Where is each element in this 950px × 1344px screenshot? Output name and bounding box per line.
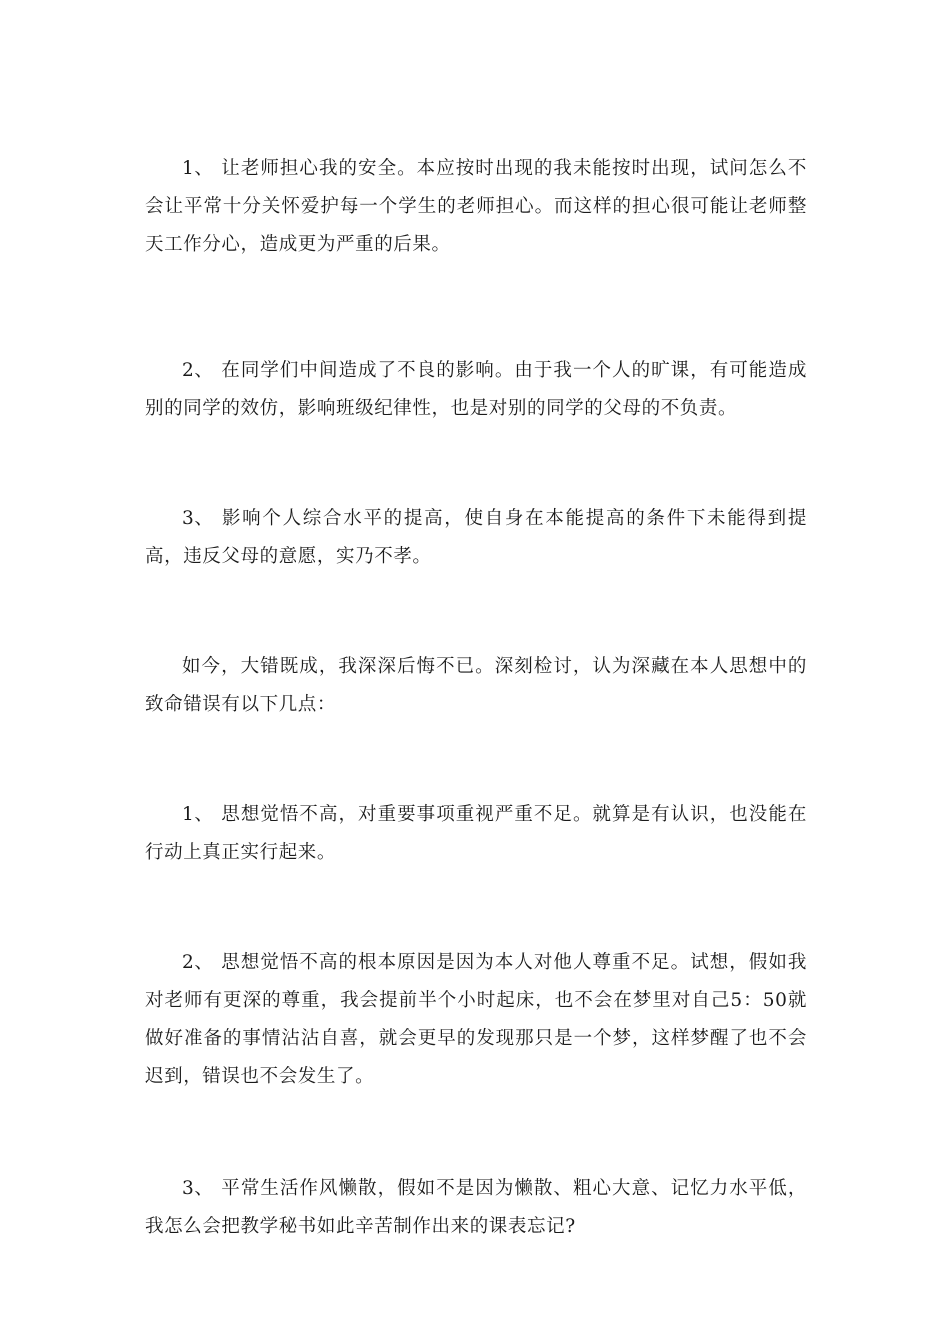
paragraph-2 (145, 352, 807, 428)
paragraph-number: 3、 (182, 1178, 214, 1199)
paragraph-4 (145, 648, 807, 724)
paragraph-text: 平常生活作风懒散，假如不是因为懒散、粗心大意、记忆力水平低，我怎么会把教学秘书如此辛苦制作出来的课表忘记? (145, 1178, 807, 1237)
document-body (145, 150, 807, 1320)
paragraph-text: 影响个人综合水平的提高，使自身在本能提高的条件下未能得到提高，违反父母的意愿，实乃不孝。 (145, 508, 807, 567)
paragraph-3 (145, 500, 807, 576)
paragraph-number: 3、 (182, 508, 214, 529)
paragraph-text: 思想觉悟不高的根本原因是因为本人对他人尊重不足。试想，假如我对老师有更深的尊重，我会提前半个小时起床，也不会在梦里对自己5：50就做好准备的事情沾沾自喜，就会更早的发现那只是一个梦，这样梦醒了也不会迟到，错误也不会发生了。 (145, 952, 807, 1087)
paragraph-6 (145, 944, 807, 1096)
paragraph-text: 让老师担心我的安全。本应按时出现的我未能按时出现，试问怎么不会让平常十分关怀爱护每一个学生的老师担心。而这样的担心很可能让老师整天工作分心，造成更为严重的后果。 (145, 158, 807, 255)
paragraph-number: 1、 (182, 804, 214, 825)
paragraph-1 (145, 150, 807, 264)
paragraph-number: 2、 (182, 952, 214, 973)
paragraph-5 (145, 796, 807, 872)
paragraph-text: 如今，大错既成，我深深后悔不已。深刻检讨，认为深藏在本人思想中的致命错误有以下几点： (145, 656, 807, 715)
paragraph-number: 2、 (182, 360, 214, 381)
paragraph-number: 1、 (182, 158, 214, 179)
paragraph-text: 在同学们中间造成了不良的影响。由于我一个人的旷课，有可能造成别的同学的效仿，影响班级纪律性，也是对别的同学的父母的不负责。 (145, 360, 807, 419)
paragraph-7 (145, 1170, 807, 1246)
paragraph-text: 思想觉悟不高，对重要事项重视严重不足。就算是有认识，也没能在行动上真正实行起来。 (145, 804, 807, 863)
